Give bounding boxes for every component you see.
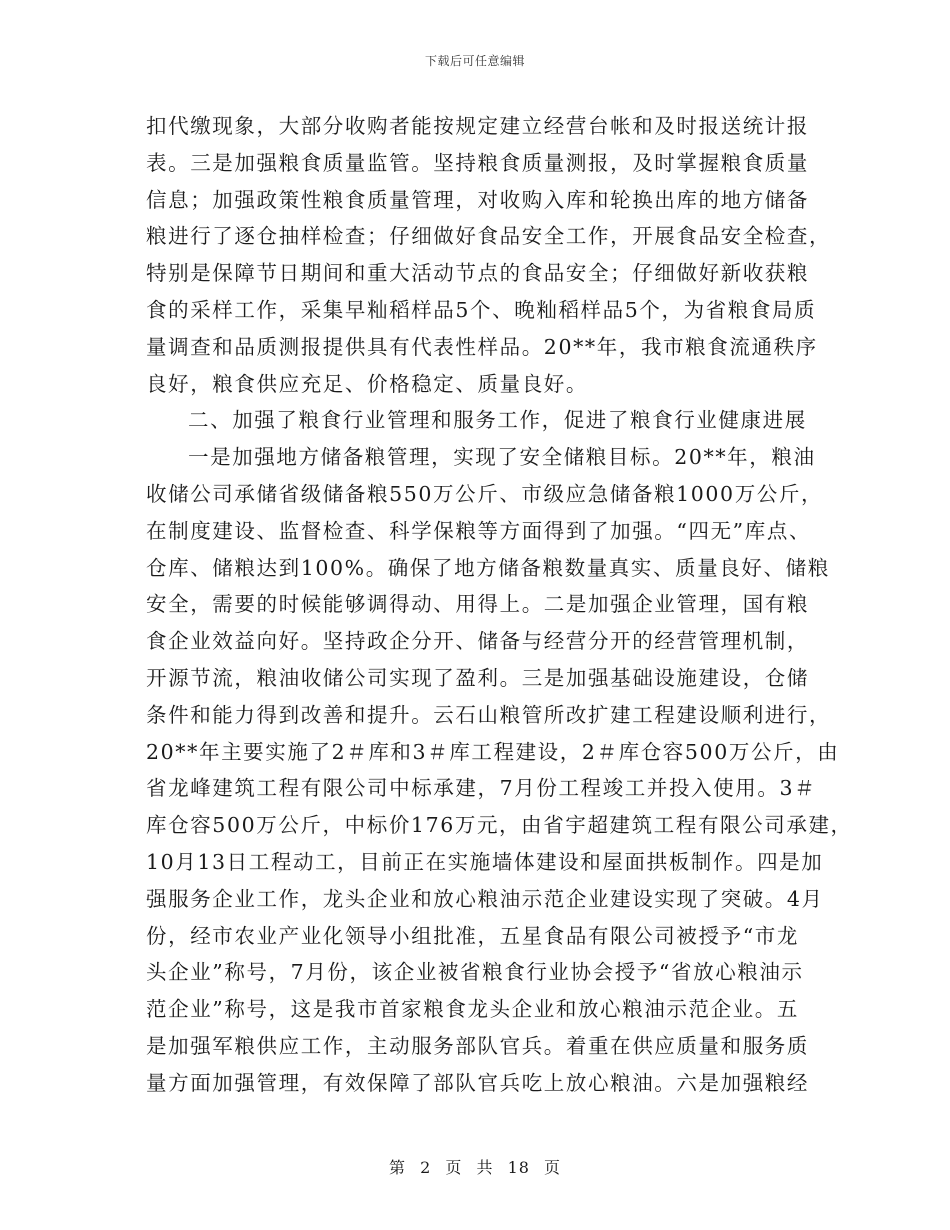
text-line: 头企业”称号，7月份，该企业被省粮食行业协会授予“省放心粮油示 [146,960,804,985]
text-line: 特别是保障节日期间和重大活动节点的食品安全；仔细做好新收获粮 [146,261,809,286]
text-line: 开源节流，粮油收储公司实现了盈利。三是加强基础设施建设，仓储 [146,665,809,690]
text-line: 扣代缴现象，大部分收购者能按规定建立经营台帐和及时报送统计报 [146,114,809,138]
text-line: 份，经市农业产业化领导小组批准，五星食品有限公司被授予“市龙 [146,923,799,948]
text-line: 在制度建设、监督检查、科学保粮等方面得到了加强。“四无”库点、 [146,518,812,543]
text-line: 仓库、储粮达到100%。确保了地方储备粮数量真实、质量良好、储粮 [146,555,830,580]
text-line: 良好，粮食供应充足、价格稳定、质量良好。 [146,371,588,396]
text-line: 表。三是加强粮食质量监管。坚持粮食质量测报，及时掌握粮食质量 [146,150,809,175]
footer-ye: 页 [445,1158,463,1177]
text-line: 是加强军粮供应工作，主动服务部队官兵。着重在供应质量和服务质 [146,1033,809,1058]
footer-ye: 页 [544,1158,562,1177]
page-footer [0,1155,950,1178]
text-line: 省龙峰建筑工程有限公司中标承建，7月份工程竣工并投入使用。3＃ [146,776,817,801]
text-line: 强服务企业工作，龙头企业和放心粮油示范企业建设实现了突破。4月 [146,886,824,911]
text-line: 10月13日工程动工，目前正在实施墙体建设和屋面拱板制作。四是加 [146,849,824,874]
text-line: 收储公司承储省级储备粮550万公斤、市级应急储备粮1000万公斤， [146,481,824,506]
text-line: 范企业”称号，这是我市首家粮食龙头企业和放心粮油示范企业。五 [146,997,799,1022]
text-line: 粮进行了逐仓抽样检查；仔细做好食品安全工作，开展食品安全检查， [146,224,832,249]
footer-gong: 共 [476,1158,494,1177]
section-heading: 二、加强了粮食行业管理和服务工作，促进了粮食行业健康进展 [188,408,807,433]
text-line: 信息；加强政策性粮食质量管理，对收购入库和轮换出库的地方储备 [146,187,809,212]
text-line: 安全，需要的时候能够调得动、用得上。二是加强企业管理，国有粮 [146,592,809,617]
total-page-count: 18 [507,1158,530,1177]
text-line: 食企业效益向好。坚持政企分开、储备与经营分开的经营管理机制， [146,629,809,654]
footer-di: 第 [388,1158,406,1177]
text-line: 条件和能力得到改善和提升。云石山粮管所改扩建工程建设顺利进行， [146,702,832,727]
current-page-number: 2 [420,1158,432,1177]
text-line: 20**年主要实施了2＃库和3＃库工程建设，2＃库仓容500万公斤，由 [146,739,840,764]
body-text [146,108,853,1102]
text-line: 量调查和品质测报提供具有代表性样品。20**年，我市粮食流通秩序 [146,334,818,359]
text-line: 量方面加强管理，有效保障了部队官兵吃上放心粮油。六是加强粮经 [146,1070,809,1095]
page-header: 下载后可任意编辑 [424,54,525,68]
text-line: 库仓容500万公斤，中标价176万元，由省宇超建筑工程有限公司承建， [146,813,853,838]
text-line: 食的采样工作，采集早籼稻样品5个、晚籼稻样品5个，为省粮食局质 [146,297,817,322]
text-line: 一是加强地方储备粮管理，实现了安全储粮目标。20**年，粮油 [188,445,816,470]
